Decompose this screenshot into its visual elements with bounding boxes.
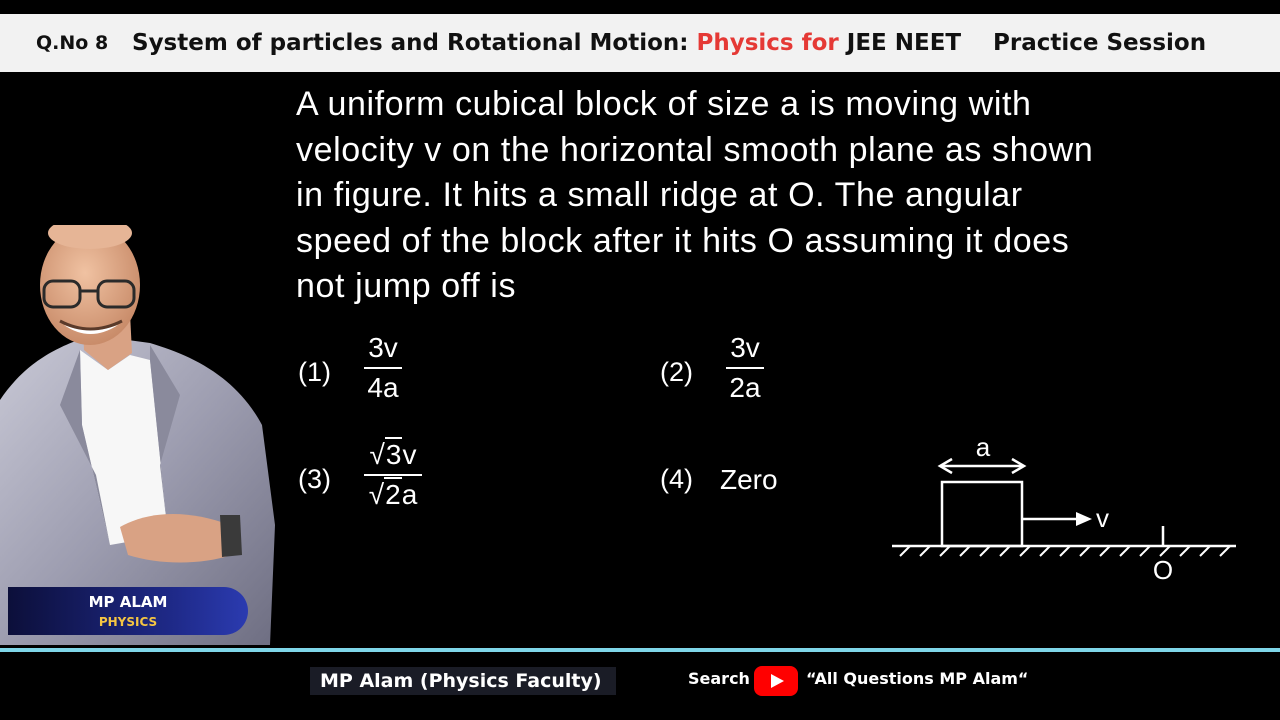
title-highlight: Physics for <box>696 30 839 56</box>
denominator: 2a <box>729 372 761 403</box>
option-number: (1) <box>298 357 331 387</box>
option-number: (3) <box>298 464 331 494</box>
session-label: Practice Session <box>993 30 1207 56</box>
ground-hatching <box>900 546 1230 556</box>
header-bar <box>0 14 1280 72</box>
block-ridge-diagram <box>880 430 1250 590</box>
radicand: 2 <box>385 479 401 510</box>
option-3 <box>298 439 448 532</box>
question-line: not jump off is <box>296 267 517 305</box>
option-number: (4) <box>660 464 693 494</box>
radical-sign: √ <box>369 439 385 470</box>
option-fraction <box>726 331 764 405</box>
youtube-play-icon[interactable] <box>754 666 798 696</box>
numerator: 3v <box>368 332 398 363</box>
question-line: speed of the block after it hits O assuming it does <box>296 221 1070 260</box>
question-number: Q.No 8 <box>36 32 109 54</box>
fraction-bar <box>364 474 422 476</box>
footer-bar <box>0 652 1280 720</box>
size-label: a <box>975 432 991 462</box>
numerator <box>364 438 422 472</box>
presenter-subject: PHYSICS <box>98 615 158 629</box>
denominator: 4a <box>367 372 399 403</box>
velocity-arrow <box>1022 512 1092 526</box>
top-strip <box>0 0 1280 14</box>
option-4 <box>660 464 810 504</box>
video-title <box>132 14 961 72</box>
search-query: “All Questions MP Alam“ <box>806 669 1029 688</box>
search-label: Search <box>688 669 750 688</box>
option-fraction <box>364 438 422 512</box>
question-text <box>296 82 1154 310</box>
presenter-nameplate <box>8 587 248 635</box>
option-number: (2) <box>660 357 693 387</box>
radicand: 3 <box>385 439 402 470</box>
fraction-bar <box>364 367 402 369</box>
option-1 <box>298 332 428 415</box>
presenter-name: MP ALAM <box>88 593 168 611</box>
point-label: O <box>1152 555 1174 585</box>
option-fraction <box>364 331 402 405</box>
faculty-label: MP Alam (Physics Faculty) <box>310 667 616 695</box>
velocity-label: v <box>1096 503 1109 533</box>
question-line: A uniform cubical block of size a is moving with <box>296 85 1032 123</box>
question-line: in figure. It hits a small ridge at O. The angular <box>296 176 1023 214</box>
cube-block <box>942 482 1022 546</box>
question-line: velocity v on the horizontal smooth plane as shown <box>296 130 1094 169</box>
presenter-photo <box>0 225 290 645</box>
square-root <box>369 478 402 512</box>
denominator <box>364 478 422 512</box>
numerator: 3v <box>730 332 760 363</box>
title-colon: : <box>679 30 689 56</box>
square-root <box>370 438 403 472</box>
numerator-variable: v <box>402 439 417 470</box>
denominator-variable: a <box>401 479 418 510</box>
title-topic: System of particles and Rotational Motion <box>132 30 680 56</box>
title-exam: JEE NEET <box>846 30 962 56</box>
fraction-bar <box>726 367 764 369</box>
radical-sign: √ <box>368 479 385 510</box>
option-text: Zero <box>720 464 778 495</box>
option-2 <box>660 332 790 415</box>
